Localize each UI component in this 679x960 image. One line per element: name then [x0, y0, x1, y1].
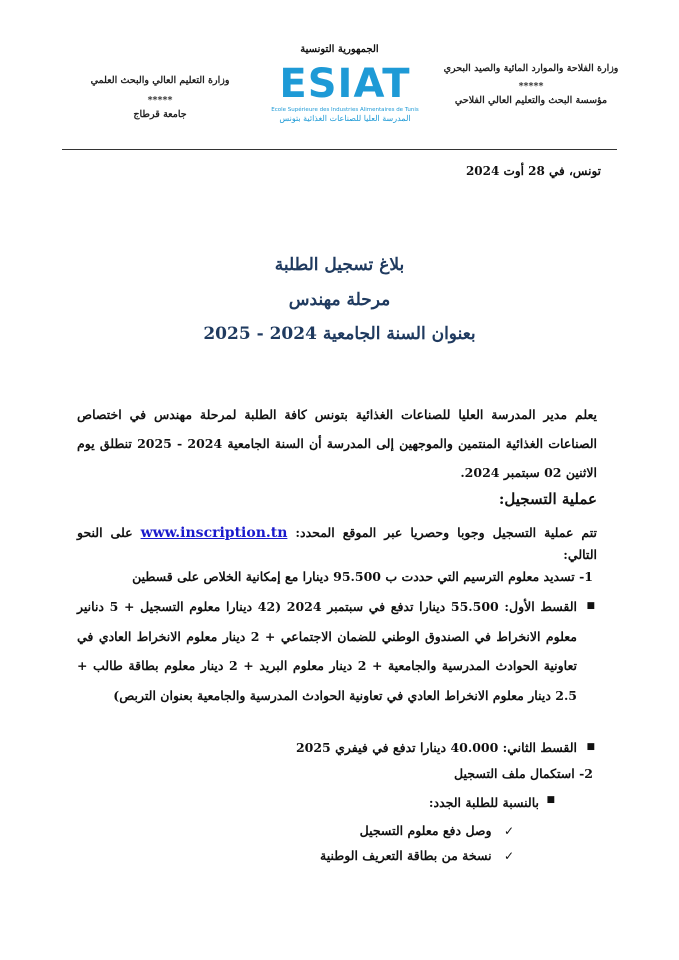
check-item-id-card	[320, 848, 514, 863]
square-bullet-icon: ■	[546, 795, 555, 805]
title-line-1: بلاغ تسجيل الطلبة	[274, 255, 405, 275]
square-bullet-icon: ■	[586, 742, 595, 752]
stars-divider: *****	[147, 95, 173, 106]
step-2: 2- استكمال ملف التسجيل	[454, 766, 593, 781]
esiat-logo	[270, 62, 420, 142]
check-item-receipt-text: وصل دفع معلوم التسجيل	[359, 823, 492, 838]
step-1: 1- تسديد معلوم الترسيم التي حددت ب 95.500 دينارا مع إمكانية الخلاص على قسطين	[132, 569, 593, 584]
header-right-block	[441, 62, 621, 108]
title-line-3: بعنوان السنة الجامعية 2024 - 2025	[203, 324, 476, 344]
republic-label: الجمهورية التونسية	[300, 44, 379, 55]
ministry-higher-education: وزارة التعليم العالي والبحث العلمي	[90, 75, 230, 86]
ministry-agriculture: وزارة الفلاحة والموارد المائية والصيد البحري	[443, 63, 619, 74]
stars-divider: *****	[518, 81, 544, 92]
installment-1	[77, 592, 595, 710]
document-date: تونس، في 28 أوت 2024	[465, 164, 601, 178]
registration-heading: عملية التسجيل:	[498, 490, 597, 508]
logo-word: ESIAT	[279, 61, 411, 107]
installment-2-text: القسط الثاني: 40.000 دينارا تدفع في فيفري 2025	[295, 740, 577, 755]
registration-text-before: تتم عملية التسجيل وجوبا وحصريا عبر الموقع المحدد:	[295, 525, 597, 540]
university-name: جامعة قرطاج	[133, 109, 187, 120]
checkmark-icon: ✓	[503, 849, 514, 863]
installment-1-text: القسط الأول: 55.500 دينارا تدفع في سبتمبر 2024 (42 دينارا معلوم التسجيل + 5 دنانير معلوم الانخراط في الصندوق الوطني للضمان الاجتماعي + 2 دينار معلوم الانخراط العادي في تعاونية الحوادث المدرسية والجامعية + 2 دينار معلوم البريد + 2 دينار معلوم بطاقة طالب + 2.5 دينار معلوم الانخراط العادي في تعاونية الحوادث المدرسية والجامعية بعنوان التربص)	[77, 599, 577, 703]
new-students-text: بالنسبة للطلبة الجدد:	[428, 795, 539, 810]
registration-text-after: على النحو التالي:	[77, 525, 597, 562]
intro-paragraph: يعلم مدير المدرسة العليا للصناعات الغذائية بتونس كافة الطلبة لمرحلة مهندس في اختصاص الصناعات الغذائية المنتمين والموجهين إلى المدرسة أن السنة الجامعية 2024 - 2025 تنطلق يوم الاثنين 02 سبتمبر 2024.	[77, 407, 597, 480]
registration-instructions	[77, 522, 597, 566]
square-bullet-icon: ■	[586, 601, 595, 611]
new-students-label	[19, 795, 555, 810]
inscription-link[interactable]: www.inscription.tn	[140, 525, 288, 541]
header-divider	[62, 149, 617, 150]
check-item-receipt	[360, 823, 514, 838]
installment-2	[77, 733, 595, 763]
header-left-block	[60, 74, 260, 122]
logo-subtitle-ar: المدرسة العليا للصناعات الغذائية بتونس	[279, 114, 411, 123]
check-item-id-card-text: نسخة من بطاقة التعريف الوطنية	[320, 848, 492, 863]
checkmark-icon: ✓	[503, 824, 514, 838]
logo-subtitle-fr: Ecole Supérieure des Industries Alimentaires de Tunis	[271, 107, 419, 113]
institution-name: مؤسسة البحث والتعليم العالي الفلاحي	[454, 95, 608, 106]
title-line-2: مرحلة مهندس	[288, 290, 391, 310]
